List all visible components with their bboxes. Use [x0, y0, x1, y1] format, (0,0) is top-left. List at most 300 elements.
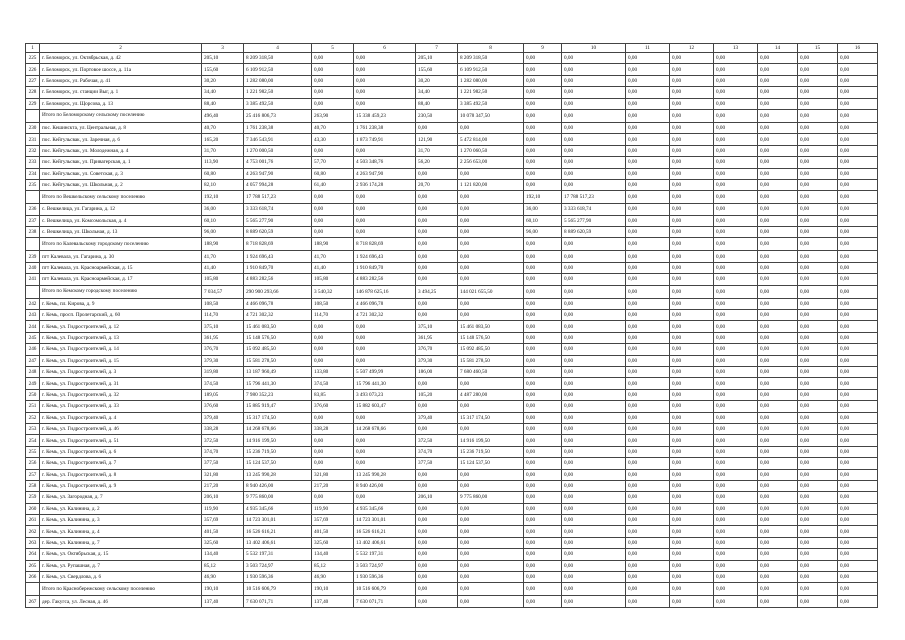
value-cell: 7 630 071,71 [354, 596, 416, 607]
value-cell: 0,00 [758, 251, 798, 262]
value-cell: 88,40 [202, 98, 244, 109]
value-cell: 0,00 [562, 572, 626, 583]
value-cell: 2 936 174,28 [354, 179, 416, 190]
value-cell: 0,00 [714, 227, 758, 238]
value-cell: 15 148 576,50 [458, 332, 524, 343]
value-cell: 41,40 [312, 262, 354, 273]
value-cell: 4 466 096,78 [354, 298, 416, 309]
value-cell: 0,00 [798, 355, 838, 366]
value-cell: 0,00 [524, 469, 562, 480]
value-cell: 4 503 348,76 [354, 157, 416, 168]
address-cell: г. Кемь, ул. Калинина, д. 7 [40, 537, 202, 548]
value-cell: 0,00 [670, 98, 714, 109]
value-cell: 206,10 [416, 492, 458, 503]
value-cell: 0,00 [562, 98, 626, 109]
row-number-cell: 248 [26, 366, 40, 377]
value-cell: 4 721 302,32 [354, 310, 416, 321]
row-number-cell: 238 [26, 227, 40, 238]
value-cell: 15 882 603,47 [354, 401, 416, 412]
row-number-cell: 244 [26, 321, 40, 332]
value-cell: 0,00 [562, 469, 626, 480]
value-cell: 0,00 [758, 549, 798, 560]
value-cell: 134,40 [312, 549, 354, 560]
value-cell: 377,50 [416, 458, 458, 469]
value-cell: 8 209 318,50 [244, 53, 312, 64]
row-number-cell: 229 [26, 98, 40, 109]
value-cell: 155,60 [416, 64, 458, 75]
value-cell: 0,00 [798, 215, 838, 226]
value-cell: 0,00 [670, 583, 714, 596]
value-cell: 15 148 576,50 [244, 332, 312, 343]
value-cell: 36,00 [524, 204, 562, 215]
value-cell: 0,00 [758, 274, 798, 285]
value-cell: 0,00 [562, 458, 626, 469]
value-cell: 0,00 [798, 526, 838, 537]
value-cell: 10 516 606,79 [244, 583, 312, 596]
table-row [26, 549, 878, 560]
value-cell: 0,00 [354, 75, 416, 86]
value-cell: 0,00 [524, 64, 562, 75]
value-cell: 0,00 [798, 503, 838, 514]
value-cell: 1 873 749,91 [354, 134, 416, 145]
table-row [26, 75, 878, 86]
row-number-cell: 251 [26, 401, 40, 412]
value-cell: 0,00 [798, 238, 838, 251]
value-cell: 0,00 [714, 355, 758, 366]
value-cell: 0,00 [626, 251, 670, 262]
row-number-cell: 240 [26, 262, 40, 273]
value-cell: 0,00 [562, 480, 626, 491]
value-cell: 0,00 [838, 134, 878, 145]
value-cell: 0,00 [524, 355, 562, 366]
value-cell: 41,70 [202, 251, 244, 262]
value-cell: 374,50 [202, 378, 244, 389]
value-cell: 190,10 [202, 583, 244, 596]
column-number-cell: 2 [40, 44, 202, 53]
value-cell: 374,50 [312, 378, 354, 389]
value-cell: 83,85 [312, 389, 354, 400]
value-cell: 379,30 [416, 355, 458, 366]
value-cell: 0,00 [562, 401, 626, 412]
value-cell: 0,00 [714, 298, 758, 309]
subtotal-row [26, 109, 878, 122]
value-cell: 0,00 [714, 378, 758, 389]
value-cell: 0,00 [458, 515, 524, 526]
value-cell: 0,00 [798, 53, 838, 64]
value-cell: 1 761 238,38 [244, 122, 312, 133]
value-cell: 0,00 [312, 75, 354, 86]
value-cell: 0,00 [714, 549, 758, 560]
value-cell: 0,00 [562, 355, 626, 366]
value-cell: 0,00 [670, 560, 714, 571]
column-number-cell: 7 [416, 44, 458, 53]
table-row [26, 526, 878, 537]
value-cell: 0,00 [524, 515, 562, 526]
value-cell: 0,00 [416, 215, 458, 226]
value-cell: 0,00 [416, 274, 458, 285]
value-cell: 14 916 199,50 [458, 435, 524, 446]
value-cell: 0,00 [798, 549, 838, 560]
value-cell: 0,00 [798, 98, 838, 109]
address-cell: г. Кемь, ул. Калинина, д. 2 [40, 503, 202, 514]
value-cell: 0,00 [562, 285, 626, 298]
value-cell: 113,90 [202, 157, 244, 168]
value-cell: 0,00 [714, 262, 758, 273]
value-cell: 0,00 [626, 64, 670, 75]
column-number-row [26, 44, 878, 53]
value-cell: 0,00 [524, 596, 562, 607]
value-cell: 0,00 [524, 389, 562, 400]
value-cell: 105,80 [202, 274, 244, 285]
value-cell: 0,00 [714, 321, 758, 332]
value-cell: 0,00 [312, 53, 354, 64]
value-cell: 0,00 [758, 423, 798, 434]
table-row [26, 64, 878, 75]
value-cell: 0,00 [838, 423, 878, 434]
value-cell: 0,00 [524, 53, 562, 64]
value-cell: 0,00 [714, 238, 758, 251]
value-cell: 0,00 [626, 537, 670, 548]
value-cell: 5 565 277,90 [562, 215, 626, 226]
value-cell: 0,00 [626, 583, 670, 596]
value-cell: 5 507 499,99 [354, 366, 416, 377]
column-number-cell: 10 [562, 44, 626, 53]
value-cell: 375,10 [416, 321, 458, 332]
value-cell: 190,10 [312, 583, 354, 596]
value-cell: 0,00 [562, 122, 626, 133]
value-cell: 31,70 [416, 145, 458, 156]
address-cell: г. Кемь, ул. Гидростроителей, д. 15 [40, 355, 202, 366]
value-cell: 0,00 [714, 366, 758, 377]
value-cell: 0,00 [838, 87, 878, 98]
value-cell: 0,00 [714, 75, 758, 86]
value-cell: 96,00 [202, 227, 244, 238]
row-number-cell [26, 285, 40, 298]
value-cell: 192,10 [202, 191, 244, 204]
row-number-cell: 233 [26, 157, 40, 168]
table-row [26, 122, 878, 133]
value-cell: 30,20 [202, 75, 244, 86]
value-cell: 0,00 [798, 366, 838, 377]
address-cell: г. Кемь, ул. Загородная, д. 7 [40, 492, 202, 503]
row-number-cell: 246 [26, 344, 40, 355]
row-number-cell: 237 [26, 215, 40, 226]
value-cell: 0,00 [312, 344, 354, 355]
table-row [26, 332, 878, 343]
value-cell: 0,00 [758, 310, 798, 321]
value-cell: 0,00 [798, 389, 838, 400]
value-cell: 0,00 [524, 526, 562, 537]
value-cell: 0,00 [458, 191, 524, 204]
value-cell: 0,00 [838, 274, 878, 285]
value-cell: 0,00 [562, 64, 626, 75]
value-cell: 0,00 [312, 145, 354, 156]
value-cell: 0,00 [312, 87, 354, 98]
column-number-cell: 13 [714, 44, 758, 53]
value-cell: 0,00 [416, 596, 458, 607]
value-cell: 108,50 [202, 298, 244, 309]
value-cell: 5 532 197,31 [354, 549, 416, 560]
table-row [26, 446, 878, 457]
value-cell: 9 775 860,00 [244, 492, 312, 503]
value-cell: 8 940 426,00 [244, 480, 312, 491]
value-cell: 85,12 [312, 560, 354, 571]
value-cell: 0,00 [714, 145, 758, 156]
value-cell: 0,00 [714, 274, 758, 285]
value-cell: 5 532 197,31 [244, 549, 312, 560]
value-cell: 372,50 [416, 435, 458, 446]
value-cell: 105,20 [416, 389, 458, 400]
address-cell: г. Кемь, ул. Гидростроителей, д. 31 [40, 378, 202, 389]
value-cell: 108,50 [312, 298, 354, 309]
value-cell: 0,00 [670, 503, 714, 514]
value-cell: 30,20 [416, 75, 458, 86]
table-row [26, 412, 878, 423]
value-cell: 0,00 [758, 145, 798, 156]
value-cell: 0,00 [798, 332, 838, 343]
value-cell: 0,00 [416, 238, 458, 251]
value-cell: 0,00 [524, 75, 562, 86]
value-cell: 7 034,57 [202, 285, 244, 298]
address-cell: г. Кемь, ул. Гидростроителей, д. 3 [40, 366, 202, 377]
value-cell: 0,00 [670, 321, 714, 332]
value-cell: 0,00 [838, 583, 878, 596]
value-cell: 0,00 [416, 122, 458, 133]
column-number-cell: 12 [670, 44, 714, 53]
row-number-cell: 258 [26, 480, 40, 491]
value-cell: 0,00 [626, 204, 670, 215]
value-cell: 0,00 [524, 122, 562, 133]
value-cell: 0,00 [714, 560, 758, 571]
value-cell: 15 796 441,30 [244, 378, 312, 389]
table-row [26, 401, 878, 412]
value-cell: 0,00 [524, 560, 562, 571]
value-cell: 0,00 [562, 537, 626, 548]
value-cell: 2 256 653,00 [458, 157, 524, 168]
value-cell: 4 935 345,66 [244, 503, 312, 514]
row-number-cell: 247 [26, 355, 40, 366]
value-cell: 0,00 [670, 446, 714, 457]
value-cell: 0,00 [626, 215, 670, 226]
value-cell: 0,00 [562, 145, 626, 156]
row-number-cell [26, 238, 40, 251]
table-row [26, 572, 878, 583]
value-cell: 4 935 345,66 [354, 503, 416, 514]
value-cell: 0,00 [798, 251, 838, 262]
value-cell: 205,10 [202, 53, 244, 64]
address-cell: г. Кемь, ул. Гидростроителей, д. 8 [40, 469, 202, 480]
value-cell: 0,00 [798, 134, 838, 145]
value-cell: 15 338 459,23 [354, 109, 416, 122]
value-cell: 0,00 [626, 179, 670, 190]
value-cell: 0,00 [798, 274, 838, 285]
value-cell: 0,00 [626, 98, 670, 109]
value-cell: 0,00 [562, 109, 626, 122]
value-cell: 0,00 [798, 469, 838, 480]
row-number-cell: 264 [26, 549, 40, 560]
value-cell: 0,00 [838, 310, 878, 321]
value-cell: 192,10 [524, 191, 562, 204]
value-cell: 0,00 [562, 435, 626, 446]
address-cell: Итого по Кемскому городскому поселению [40, 285, 202, 298]
value-cell: 0,00 [524, 298, 562, 309]
value-cell: 0,00 [758, 321, 798, 332]
value-cell: 60,10 [202, 215, 244, 226]
row-number-cell: 227 [26, 75, 40, 86]
value-cell: 0,00 [524, 310, 562, 321]
value-cell: 0,00 [458, 572, 524, 583]
value-cell: 379,40 [202, 412, 244, 423]
value-cell: 0,00 [626, 446, 670, 457]
value-cell: 1 270 000,50 [244, 145, 312, 156]
value-cell: 375,10 [202, 321, 244, 332]
address-cell: г. Кемь, ул. Гидростроителей, д. 9 [40, 480, 202, 491]
value-cell: 0,00 [626, 75, 670, 86]
value-cell: 0,00 [714, 179, 758, 190]
address-cell: г. Беломорск, ул. Октябрьская, д. 42 [40, 53, 202, 64]
value-cell: 13 187 960,49 [244, 366, 312, 377]
address-cell: с. Вешкелица, ул. Гагарина, д. 12 [40, 204, 202, 215]
address-cell: г. Кемь, ул. Гидростроителей, д. 6 [40, 446, 202, 457]
value-cell: 0,00 [416, 310, 458, 321]
value-cell: 0,00 [626, 526, 670, 537]
value-cell: 0,00 [562, 251, 626, 262]
value-cell: 0,00 [562, 389, 626, 400]
value-cell: 0,00 [626, 560, 670, 571]
value-cell: 0,00 [524, 238, 562, 251]
value-cell: 0,00 [714, 157, 758, 168]
value-cell: 0,00 [354, 98, 416, 109]
value-cell: 0,00 [626, 332, 670, 343]
value-cell: 0,00 [524, 401, 562, 412]
value-cell: 8 209 318,50 [458, 53, 524, 64]
value-cell: 0,00 [458, 168, 524, 179]
value-cell: 0,00 [670, 134, 714, 145]
value-cell: 0,00 [714, 537, 758, 548]
address-cell: г. Беломорск, ул. Портовое шоссе, д. 11а [40, 64, 202, 75]
row-number-cell: 257 [26, 469, 40, 480]
value-cell: 0,00 [562, 134, 626, 145]
value-cell: 137,40 [202, 596, 244, 607]
table-row [26, 435, 878, 446]
value-cell: 0,00 [626, 134, 670, 145]
value-cell: 0,00 [354, 458, 416, 469]
value-cell: 401,50 [202, 526, 244, 537]
row-number-cell: 225 [26, 53, 40, 64]
value-cell: 0,00 [838, 389, 878, 400]
value-cell: 0,00 [416, 526, 458, 537]
value-cell: 0,00 [626, 423, 670, 434]
value-cell: 1 924 696,43 [244, 251, 312, 262]
value-cell: 376,70 [416, 344, 458, 355]
value-cell: 0,00 [562, 168, 626, 179]
value-cell: 377,50 [202, 458, 244, 469]
value-cell: 0,00 [670, 157, 714, 168]
value-cell: 0,00 [714, 596, 758, 607]
value-cell: 13 245 990,28 [244, 469, 312, 480]
value-cell: 0,00 [758, 53, 798, 64]
address-cell: г. Кемь, ул. Калинина, д. 3 [40, 515, 202, 526]
value-cell: 0,00 [798, 179, 838, 190]
value-cell: 16 526 616,21 [244, 526, 312, 537]
value-cell: 0,00 [562, 262, 626, 273]
value-cell: 0,00 [758, 332, 798, 343]
value-cell: 0,00 [626, 389, 670, 400]
value-cell: 0,00 [354, 227, 416, 238]
value-cell: 0,00 [562, 412, 626, 423]
value-cell: 0,00 [838, 179, 878, 190]
value-cell: 0,00 [354, 215, 416, 226]
value-cell: 0,00 [758, 526, 798, 537]
row-number-cell: 232 [26, 145, 40, 156]
table-row [26, 134, 878, 145]
value-cell: 0,00 [838, 332, 878, 343]
value-cell: 0,00 [758, 122, 798, 133]
value-cell: 9 775 860,00 [458, 492, 524, 503]
row-number-cell: 249 [26, 378, 40, 389]
value-cell: 0,00 [838, 446, 878, 457]
value-cell: 0,00 [670, 227, 714, 238]
value-cell: 0,00 [626, 191, 670, 204]
value-cell: 0,00 [458, 401, 524, 412]
value-cell: 14 723 301,01 [354, 515, 416, 526]
value-cell: 0,00 [312, 227, 354, 238]
value-cell: 82,10 [202, 179, 244, 190]
value-cell: 0,00 [312, 98, 354, 109]
value-cell: 361,95 [416, 332, 458, 343]
value-cell: 8 940 426,00 [354, 480, 416, 491]
value-cell: 0,00 [798, 64, 838, 75]
value-cell: 0,00 [670, 298, 714, 309]
address-cell: г. Кемь, ул. Гидростроителей, д. 13 [40, 332, 202, 343]
value-cell: 0,00 [798, 109, 838, 122]
address-cell: г. Беломорск, ул. Щорсова, д. 13 [40, 98, 202, 109]
column-number-cell: 11 [626, 44, 670, 53]
value-cell: 0,00 [714, 64, 758, 75]
value-cell: 0,00 [838, 515, 878, 526]
value-cell: 36,00 [202, 204, 244, 215]
value-cell: 0,00 [714, 53, 758, 64]
value-cell: 0,00 [562, 332, 626, 343]
value-cell: 217,20 [312, 480, 354, 491]
value-cell: 0,00 [458, 274, 524, 285]
value-cell: 0,00 [758, 285, 798, 298]
table-row [26, 389, 878, 400]
value-cell: 0,00 [626, 492, 670, 503]
value-cell: 0,00 [714, 423, 758, 434]
value-cell: 0,00 [524, 435, 562, 446]
value-cell: 0,00 [758, 87, 798, 98]
value-cell: 0,00 [838, 64, 878, 75]
table-row [26, 274, 878, 285]
value-cell: 0,00 [838, 492, 878, 503]
value-cell: 1 270 060,50 [458, 145, 524, 156]
value-cell: 186,00 [416, 366, 458, 377]
value-cell: 0,00 [838, 227, 878, 238]
value-cell: 15 092 485,50 [244, 344, 312, 355]
value-cell: 0,00 [562, 560, 626, 571]
table-row [26, 458, 878, 469]
value-cell: 0,00 [798, 537, 838, 548]
value-cell: 15 885 919,47 [244, 401, 312, 412]
table-row [26, 310, 878, 321]
value-cell: 8 889 620,59 [562, 227, 626, 238]
value-cell: 144 021 655,50 [458, 285, 524, 298]
value-cell: 0,00 [798, 157, 838, 168]
value-cell: 7 630 071,71 [244, 596, 312, 607]
value-cell: 13 402 406,61 [244, 537, 312, 548]
value-cell: 0,00 [524, 366, 562, 377]
